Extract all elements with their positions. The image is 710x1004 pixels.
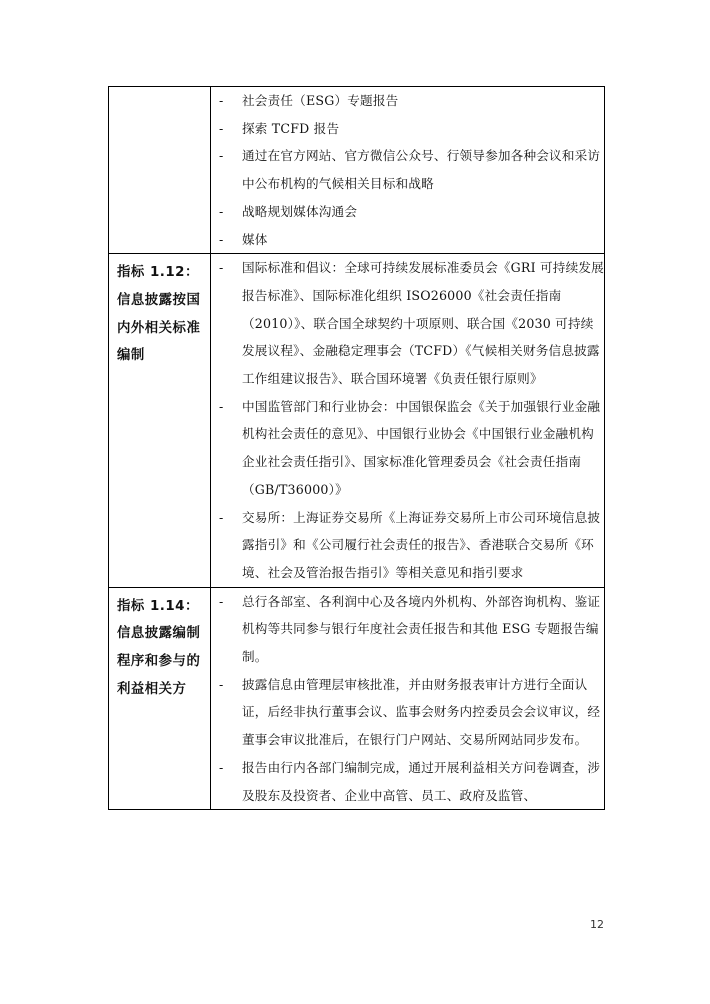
dash-bullet: -: [219, 231, 224, 247]
list-item: [211, 254, 604, 393]
indicator-label: 指标 1.14：信息披露编制程序和参与的利益相关方: [117, 598, 201, 697]
list-item: [211, 142, 604, 197]
dash-bullet: -: [219, 759, 224, 775]
list-item-text: 中国监管部门和行业协会：中国银保监会《关于加强银行业金融机构社会责任的意见》、中国银行业协会《中国银行业金融机构企业社会责任指引》、国家标准化管理委员会《社会责任指南（GB/T36000）》: [242, 398, 601, 497]
list-item-text: 交易所：上海证券交易所《上海证券交易所上市公司环境信息披露指引》和《公司履行社会责任的报告》、香港联合交易所《环境、社会及管治报告指引》等相关意见和指引要求: [242, 509, 601, 580]
indicator-label-cell: [109, 87, 211, 254]
table-row: [109, 254, 605, 587]
disclosure-table: [108, 86, 605, 810]
table-body: [109, 87, 605, 810]
table-row: [109, 87, 605, 254]
dash-bullet: -: [219, 509, 224, 525]
dash-bullet: -: [219, 593, 224, 609]
indicator-label-cell: [109, 254, 211, 587]
indicator-content-cell: [211, 87, 605, 254]
list-item: [211, 226, 604, 254]
list-item: [211, 87, 604, 115]
list-item: [211, 115, 604, 143]
table-row: [109, 587, 605, 810]
dash-bullet: -: [219, 148, 224, 164]
dash-bullet: -: [219, 93, 224, 108]
list-item: [211, 754, 604, 809]
list-item: [211, 671, 604, 754]
list-item-text: 通过在官方网站、官方微信公众号、行领导参加各种会议和采访中公布机构的气候相关目标和战略: [242, 148, 601, 192]
indicator-label: 指标 1.12：信息披露按国内外相关标准编制: [117, 265, 201, 364]
list-item: [211, 588, 604, 671]
indicator-content-cell: [211, 254, 605, 587]
list-item-text: 探索 TCFD 报告: [242, 120, 340, 136]
list-item-text: 战略规划媒体沟通会: [242, 203, 358, 219]
list-item: [211, 393, 604, 504]
dash-bullet: -: [219, 260, 224, 276]
list-item: [211, 198, 604, 226]
indicator-content-cell: [211, 587, 605, 810]
list-item-text: 总行各部室、各利润中心及各境内外机构、外部咨询机构、鉴证机构等共同参与银行年度社会责任报告和其他 ESG 专题报告编制。: [242, 593, 601, 665]
dash-bullet: -: [219, 398, 224, 414]
indicator-label: [109, 87, 210, 92]
list-item-text: 报告由行内各部门编制完成，通过开展利益相关方问卷调查，涉及股东及投资者、企业中高管、员工、政府及监管、: [242, 759, 601, 803]
dash-bullet: -: [219, 676, 224, 692]
list-item: [211, 504, 604, 587]
dash-bullet: -: [219, 203, 224, 219]
list-item-text: 媒体: [242, 231, 268, 247]
list-item-text: 国际标准和倡议：全球可持续发展标准委员会《GRI 可持续发展报告标准》、国际标准化组织 ISO26000《社会责任指南（2010）》、联合国全球契约十项原则、联合国《2030 可持续发展议程》、金融稳定理事会（TCFD）《气候相关财务信息披露工作组建议报告》、联合国环境署《负责任银行原则》: [242, 260, 604, 387]
dash-bullet: -: [219, 120, 224, 136]
page-number: 12: [590, 918, 604, 931]
list-item-text: 披露信息由管理层审核批准，并由财务报表审计方进行全面认证，后经非执行董事会议、监事会财务内控委员会会议审议，经董事会审议批准后，在银行门户网站、交易所网站同步发布。: [242, 676, 601, 748]
indicator-label-cell: [109, 587, 211, 810]
list-item-text: 社会责任（ESG）专题报告: [242, 93, 399, 108]
